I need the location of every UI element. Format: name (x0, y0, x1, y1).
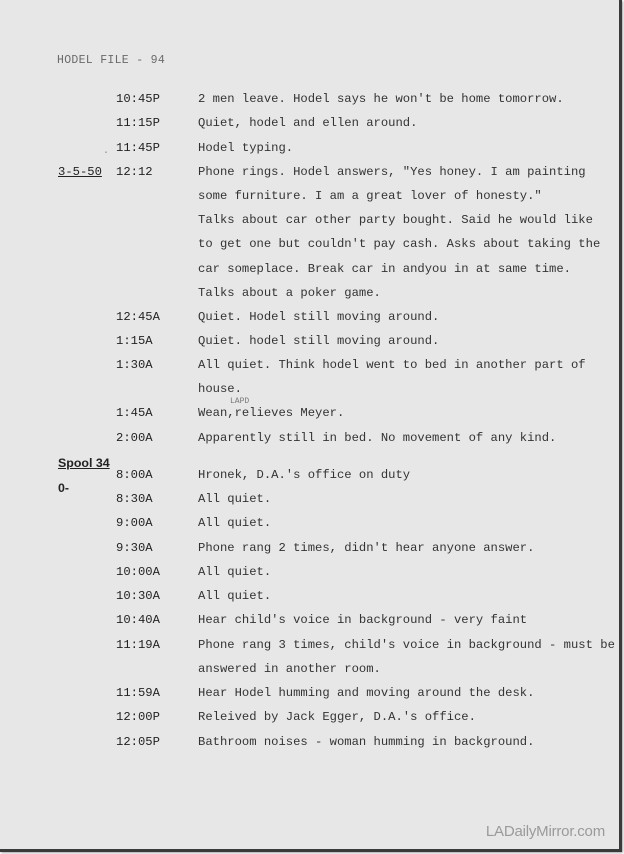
entry-time: 11:19A (116, 638, 160, 652)
entry-text: Apparently still in bed. No movement of any kind. (198, 431, 557, 445)
log-entry (0, 516, 619, 536)
entry-text: All quiet. (198, 516, 272, 530)
entry-text: Phone rang 3 times, child's voice in background - must be (198, 638, 615, 652)
entry-continuation: Talks about a poker game. (198, 286, 381, 300)
log-entry (0, 638, 619, 658)
log-entry (0, 589, 619, 609)
entry-continuation: answered in another room. (198, 662, 381, 676)
entry-continuation: house. (198, 382, 242, 396)
entry-text: Quiet. Hodel still moving around. (198, 310, 440, 324)
handwritten-annotation: LAPD (230, 397, 250, 406)
entry-text: Hear Hodel humming and moving around the desk. (198, 686, 535, 700)
log-entry (0, 710, 619, 730)
spool-label: Spool 34 (58, 456, 110, 470)
log-entry (0, 541, 619, 561)
entry-time: 11:15P (116, 116, 160, 130)
entry-text: Phone rang 2 times, didn't hear anyone answer. (198, 541, 535, 555)
entry-time: 10:40A (116, 613, 160, 627)
entry-text: Hodel typing. (198, 141, 294, 155)
entry-text: Hear child's voice in background - very faint (198, 613, 528, 627)
entry-text: Hronek, D.A.'s office on duty (198, 468, 411, 482)
entry-text: Releived by Jack Egger, D.A.'s office. (198, 710, 476, 724)
entry-continuation: some furniture. I am a great lover of honesty." (198, 189, 542, 203)
stray-mark: · (103, 148, 110, 159)
log-entry (0, 92, 619, 112)
entry-text: Bathroom noises - woman humming in background. (198, 735, 535, 749)
entry-time: 1:30A (116, 358, 153, 372)
log-entry (0, 334, 619, 354)
entry-text: All quiet. Think hodel went to bed in another part of (198, 358, 586, 372)
log-entry (0, 358, 619, 378)
log-entry (0, 468, 619, 488)
entry-text: Wean,relieves Meyer. (198, 406, 345, 420)
date-marker: 3-5-50 (58, 165, 102, 179)
log-entry (0, 565, 619, 585)
log-entry (0, 141, 619, 161)
entry-time: 8:00A (116, 468, 153, 482)
entry-time: 12:12 (116, 165, 153, 179)
entry-time: 1:45A (116, 406, 153, 420)
log-entry (0, 492, 619, 512)
entry-text: All quiet. (198, 589, 272, 603)
entry-time: 11:45P (116, 141, 160, 155)
log-entry (0, 310, 619, 330)
entry-text: All quiet. (198, 492, 272, 506)
log-entry (0, 116, 619, 136)
entry-text: 2 men leave. Hodel says he won't be home tomorrow. (198, 92, 564, 106)
entry-time: 12:45A (116, 310, 160, 324)
entry-time: 11:59A (116, 686, 160, 700)
entry-time: 12:00P (116, 710, 160, 724)
entry-time: 10:30A (116, 589, 160, 603)
spool-counter: 0- (58, 481, 70, 495)
entry-continuation: car someplace. Break car in andyou in at same time. (198, 262, 571, 276)
log-entry (0, 613, 619, 633)
entry-text: Quiet, hodel and ellen around. (198, 116, 418, 130)
entry-text: Phone rings. Hodel answers, "Yes honey. I am painting (198, 165, 586, 179)
entry-time: 10:00A (116, 565, 160, 579)
entry-time: 8:30A (116, 492, 153, 506)
log-entry (0, 165, 619, 185)
site-watermark: LADailyMirror.com (485, 823, 605, 840)
entry-time: 1:15A (116, 334, 153, 348)
entry-time: 10:45P (116, 92, 160, 106)
entry-time: 9:30A (116, 541, 153, 555)
entry-continuation: to get one but couldn't pay cash. Asks about taking the (198, 237, 601, 251)
entry-text: All quiet. (198, 565, 272, 579)
entry-text: Quiet. hodel still moving around. (198, 334, 440, 348)
log-entry (0, 735, 619, 755)
log-entry (0, 686, 619, 706)
log-entry (0, 406, 619, 426)
entry-time: 12:05P (116, 735, 160, 749)
entry-time: 2:00A (116, 431, 153, 445)
file-header: HODEL FILE - 94 (57, 54, 166, 67)
log-entry (0, 431, 619, 451)
entry-continuation: Talks about car other party bought. Said he would like (198, 213, 593, 227)
entry-time: 9:00A (116, 516, 153, 530)
